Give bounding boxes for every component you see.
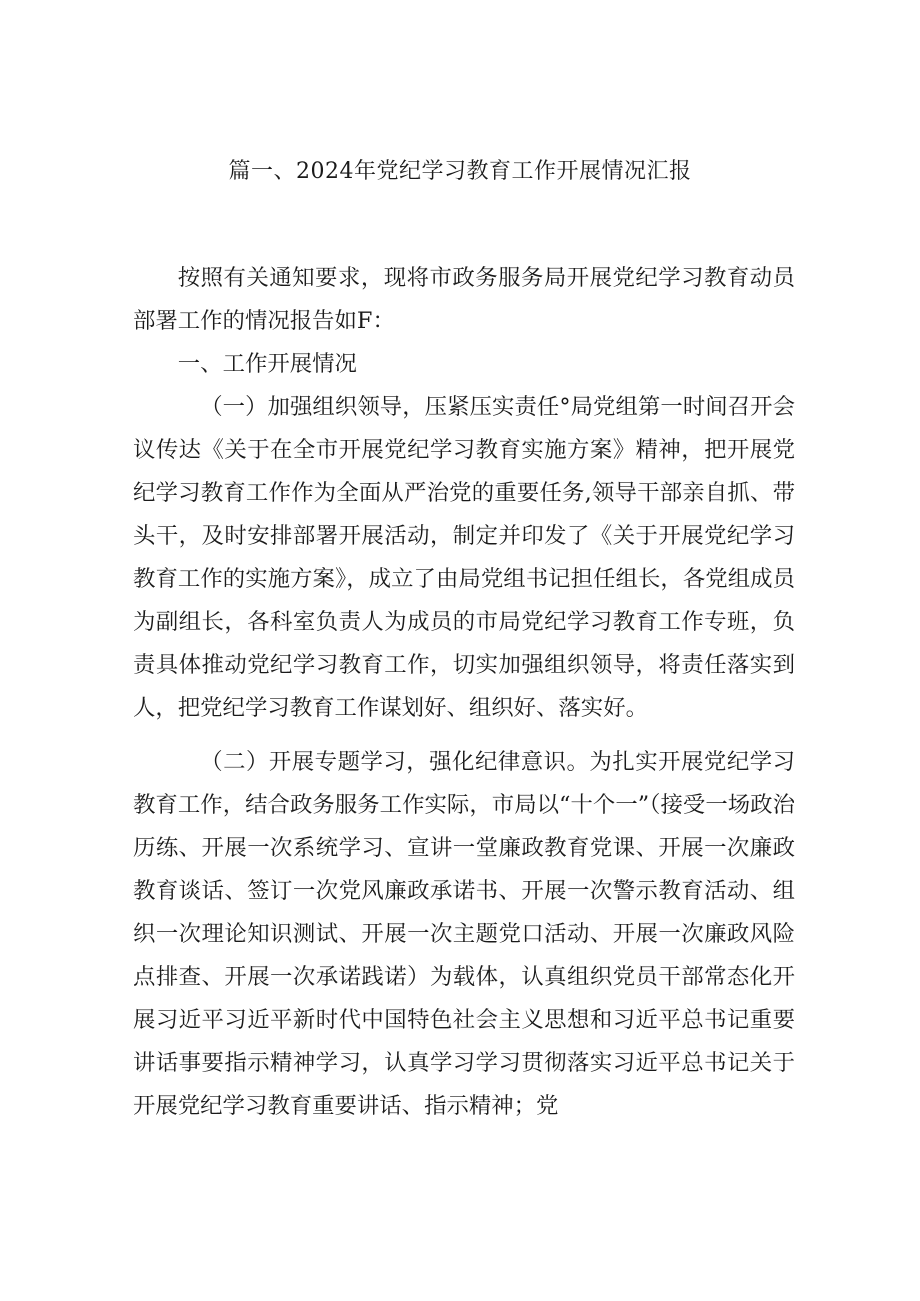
document-body (133, 257, 795, 1128)
intro-paragraph: 按照有关通知要求，现将市政务服务局开展党纪学习教育动员部署工作的情况报告如F： (133, 265, 795, 334)
paragraph-study: （二）开展专题学习，强化纪律意识。为扎实开展党纪学习教育工作，结合政务服务工作实际，市局以“十个一”（接受一场政治历练、开展一次系统学习、宣讲一堂廉政教育党课、开展一次廉政教育谈话、签订一次党风廉政承诺书、开展一次警示教育活动、组织一次理论知识测试、开展一次主题党口活动、开展一次廉政风险点排查、开展一次承诺践诺）为载体，认真组织党员干部常态化开展习近平习近平新时代中国特色社会主义思想和习近平总书记重要讲话事要指示精神学习，认真学习学习贯彻落实习近平总书记关于开展党纪学习教育重要讲话、指示精神；党 (133, 749, 795, 1119)
paragraph-gap (133, 730, 795, 741)
section-heading: 一、工作开展情况 (177, 351, 357, 377)
document-title: 篇一、2024年党纪学习教育工作开展情况汇报 (228, 159, 692, 184)
paragraph-organization: （一）加强组织领导，压紧压实责任°局党组第一时间召开会议传达《关于在全市开展党纪学习教育实施方案》精神，把开展党纪学习教育工作作为全面从严治党的重要任务,领导干部亲自抓、带头干，及时安排部署开展活动，制定并印发了《关于开展党纪学习教育工作的实施方案》，成立了由局党组书记担任组长，各党组成员为副组长，各科室负责人为成员的市局党纪学习教育工作专班，负责具体推动党纪学习教育工作，切实加强组织领导，将责任落实到人，把党纪学习教育工作谋划好、组织好、落实好。 (133, 394, 795, 721)
